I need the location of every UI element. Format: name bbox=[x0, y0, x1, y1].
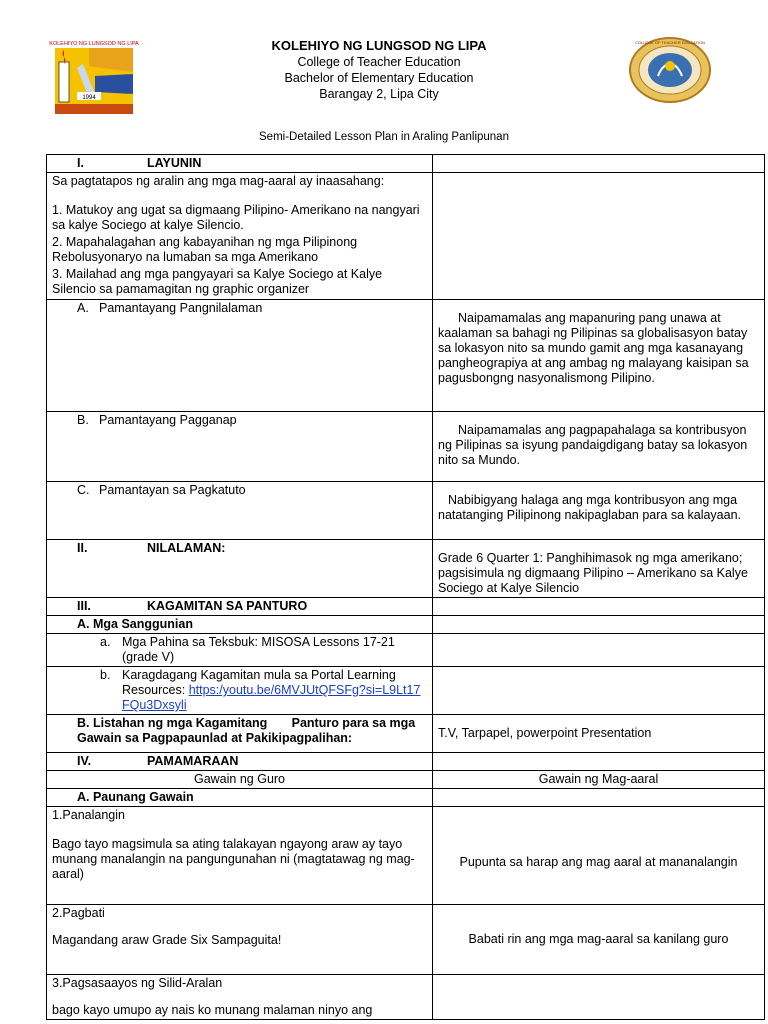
pagsasaayos-guro bbox=[47, 975, 433, 1020]
school-name: KOLEHIYO NG LUNGSOD NG LIPA bbox=[271, 38, 487, 53]
section-title: PAMAMARAAN bbox=[147, 754, 239, 768]
step-guro-text: bago kayo umupo ay nais ko munang malaman ninyo ang bbox=[52, 1003, 373, 1017]
reference-a bbox=[47, 634, 433, 667]
item-letter: C. bbox=[77, 483, 90, 497]
column-header-guro: Gawain ng Guro bbox=[47, 771, 433, 789]
table-row bbox=[47, 905, 765, 975]
table-row bbox=[47, 975, 765, 1020]
lesson-plan-title: Semi-Detailed Lesson Plan in Araling Panlipunan bbox=[259, 131, 509, 143]
item-label: Pamantayan sa Pagkatuto bbox=[99, 483, 246, 497]
table-row bbox=[47, 667, 765, 715]
subsection-title: B. Listahan ng mga Kagamitang Panturo para sa mga Gawain sa Pagpapaunlad at Pakikipagpalihan: bbox=[77, 716, 419, 745]
pagbati-magaaral bbox=[433, 905, 765, 975]
section-number: IV. bbox=[77, 754, 92, 768]
table-row bbox=[47, 598, 765, 616]
layunin-heading bbox=[47, 155, 433, 173]
table-row bbox=[47, 412, 765, 482]
table-row bbox=[47, 807, 765, 905]
table-row bbox=[47, 173, 765, 300]
subsection-title: A. Mga Sanggunian bbox=[77, 617, 193, 631]
listahan-value bbox=[433, 715, 765, 753]
lesson-plan-table bbox=[46, 154, 765, 1020]
college-name: College of Teacher Education bbox=[297, 55, 461, 69]
item-label: Pamantayang Pangnilalaman bbox=[99, 301, 263, 315]
listahan-label bbox=[47, 715, 433, 753]
item-value: Naipamamalas ang pagpapahalaga sa kontribusyon ng Pilipinas sa isyung pandaigdigang batay sa lokasyon nito sa Mundo. bbox=[438, 423, 748, 467]
table-row bbox=[47, 300, 765, 412]
item-letter: A. bbox=[77, 301, 89, 315]
panalangin-guro bbox=[47, 807, 433, 905]
empty-cell bbox=[433, 789, 765, 807]
item-value: Nabibigyang halaga ang mga kontribusyon ang mga natatanging Pilipinong nakipaglaban para sa kalayaan. bbox=[438, 493, 742, 522]
item-value: Grade 6 Quarter 1: Panghihimasok ng mga amerikano; pagsisimula ng digmaang Pilipino – Amerikano sa Kalye Sociego at Kalye Silencio bbox=[438, 551, 748, 595]
section-number: II. bbox=[77, 541, 88, 555]
paunang-gawain-heading bbox=[47, 789, 433, 807]
objective-1: 1. Matukoy ang ugat sa digmaang Pilipino- Amerikano na nangyari sa kalye Sociego at kalye Silencio. bbox=[52, 203, 420, 232]
youtube-link[interactable]: https:/youtu.be/6MVJUtQFSFg?si=L9Lt17FQu3Dxsyli bbox=[122, 683, 421, 712]
table-row bbox=[47, 753, 765, 771]
program-name: Bachelor of Elementary Education bbox=[284, 71, 474, 85]
nilalaman-heading bbox=[47, 540, 433, 598]
item-letter: B. bbox=[77, 413, 89, 427]
pamantayan-a-value bbox=[433, 300, 765, 412]
objective-3: 3. Mailahad ang mga pangyayari sa Kalye Sociego at Kalye Silencio sa pamamagitan ng graphic organizer bbox=[52, 267, 383, 296]
step-title: 3.Pagsasaayos ng Silid-Aralan bbox=[52, 976, 223, 990]
logo-right-text: COLLEGE OF TEACHER EDUCATION bbox=[634, 40, 706, 45]
school-info bbox=[190, 38, 568, 102]
college-seal-logo bbox=[49, 38, 139, 114]
step-title: 2.Pagbati bbox=[52, 906, 105, 920]
subsection-title: A. Paunang Gawain bbox=[77, 790, 194, 804]
item-text: Karagdagang Kagamitan mula sa Portal Learning Resources: bbox=[122, 668, 396, 697]
section-number: I. bbox=[77, 156, 84, 170]
sanggunian-heading bbox=[47, 616, 433, 634]
pamamaraan-heading bbox=[47, 753, 433, 771]
cte-seal-logo bbox=[628, 36, 712, 104]
table-row bbox=[47, 616, 765, 634]
table-row bbox=[47, 155, 765, 173]
table-row bbox=[47, 482, 765, 540]
section-title: LAYUNIN bbox=[147, 156, 202, 170]
item-text: Mga Pahina sa Teksbuk: MISOSA Lessons 17-21 (grade V) bbox=[122, 635, 395, 664]
nilalaman-value bbox=[433, 540, 765, 598]
item-letter: a. bbox=[100, 635, 111, 649]
table-row bbox=[47, 634, 765, 667]
reference-b bbox=[47, 667, 433, 715]
section-title: KAGAMITAN SA PANTURO bbox=[147, 599, 308, 613]
empty-cell bbox=[433, 155, 765, 173]
step-guro-text: Magandang araw Grade Six Sampaguita! bbox=[52, 933, 282, 947]
empty-cell bbox=[433, 634, 765, 667]
step-magaaral-text: Pupunta sa harap ang mag aaral at mananalangin bbox=[459, 855, 738, 869]
pamantayan-c-value bbox=[433, 482, 765, 540]
step-title: 1.Panalangin bbox=[52, 808, 125, 822]
table-row bbox=[47, 771, 765, 789]
pagsasaayos-magaaral bbox=[433, 975, 765, 1020]
empty-cell bbox=[433, 753, 765, 771]
step-magaaral-text: Babati rin ang mga mag-aaral sa kanilang guro bbox=[468, 932, 729, 946]
empty-cell bbox=[433, 616, 765, 634]
objectives-cell bbox=[47, 173, 433, 300]
objective-2: 2. Mapahalagahan ang kabayanihan ng mga Pilipinong Rebolusyonaryo na lumaban sa mga Amerikano bbox=[52, 235, 358, 264]
empty-cell bbox=[433, 173, 765, 300]
pamantayan-a-label bbox=[47, 300, 433, 412]
table-row bbox=[47, 540, 765, 598]
section-title: NILALAMAN: bbox=[147, 541, 226, 555]
pagbati-guro bbox=[47, 905, 433, 975]
empty-cell bbox=[433, 667, 765, 715]
school-address: Barangay 2, Lipa City bbox=[319, 87, 439, 101]
pamantayan-b-label bbox=[47, 412, 433, 482]
table-row bbox=[47, 789, 765, 807]
item-value: Naipamamalas ang mapanuring pang unawa at kaalaman sa bahagi ng Pilipinas sa globalisasyon batay sa lokasyon nito sa mundo gamit ang mga kasanayang pangheograpiya at ang ambag ng malayang kaisipan sa pagusbongng nasyonalismong Pilipino. bbox=[438, 311, 749, 385]
pamantayan-c-label bbox=[47, 482, 433, 540]
item-label: Pamantayang Pagganap bbox=[99, 413, 237, 427]
step-guro-text: Bago tayo magsimula sa ating talakayan ngayong araw ay tayo munang manalangin na pangungunahan ni (magtatawag ng mag-aaral) bbox=[52, 837, 415, 881]
pamantayan-b-value bbox=[433, 412, 765, 482]
table-row bbox=[47, 715, 765, 753]
panalangin-magaaral bbox=[433, 807, 765, 905]
logo-left-text: KOLEHIYO NG LUNGSOD NG LIPA bbox=[49, 41, 139, 47]
empty-cell bbox=[433, 598, 765, 616]
document-header bbox=[0, 0, 768, 125]
item-value: T.V, Tarpapel, powerpoint Presentation bbox=[438, 726, 652, 740]
kagamitan-heading bbox=[47, 598, 433, 616]
objectives-intro: Sa pagtatapos ng aralin ang mga mag-aaral ay inaasahang: bbox=[52, 174, 385, 188]
section-number: III. bbox=[77, 599, 91, 613]
column-header-magaaral: Gawain ng Mag-aaral bbox=[433, 771, 765, 789]
item-letter: b. bbox=[100, 668, 111, 682]
logo-left-year: 1994 bbox=[82, 95, 96, 101]
